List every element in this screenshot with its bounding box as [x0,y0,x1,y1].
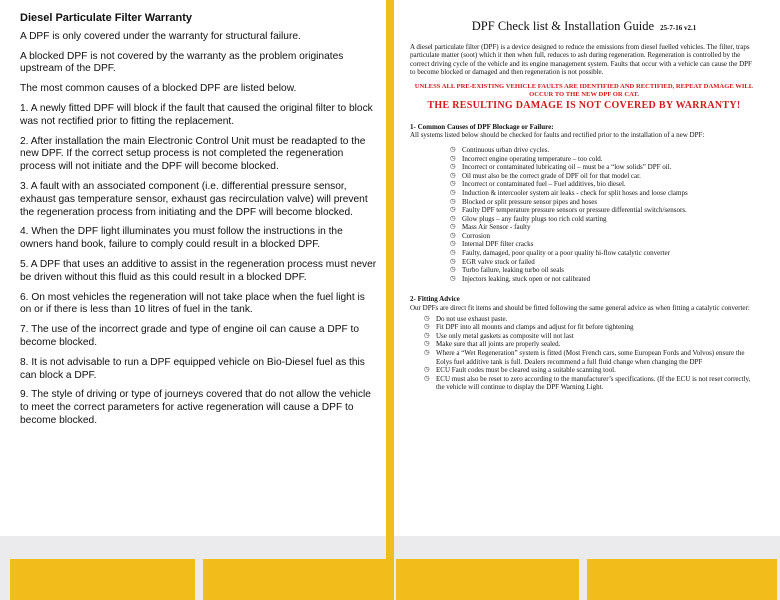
warranty-paragraph: 2. After installation the main Electronic Control Unit must be readapted to the new DPF. If the correct setup process is not completed the regeneration process will not initiate and the DPF will become blocked. [20,135,366,173]
fitting-item-text: Use only metal gaskets as composite will not last [436,331,574,340]
clock-icon: ◷ [424,374,430,382]
clock-icon: ◷ [450,180,456,188]
cause-item-text: Turbo failure, leaking turbo oil seals [462,266,565,275]
fitting-item-text: Fit DPF into all mounts and clamps and adjust for fit before tightening [436,323,634,332]
warranty-paragraph: A DPF is only covered under the warranty for structural failure. [20,30,301,42]
fitting-item [424,366,758,375]
fitting-item-text: Where a “Wet Regeneration” system is fitted (Most French cars, some European Fords and Volvos) ensure the Eolys fuel additive tank is full. Dealers recommend a full fluid change when changing the DPF [436,349,745,366]
clock-icon: ◷ [450,240,456,248]
checklist-title-text: DPF Check list & Installation Guide [471,19,655,33]
clock-icon: ◷ [450,145,456,153]
warranty-paragraph: 6. On most vehicles the regeneration will not take place when the fuel light is on or if there is less than 10 litres of fuel in the tank. [20,291,365,316]
cause-item-text: Blocked or split pressure sensor pipes and hoses [462,197,598,206]
cause-item-text: Faulty DPF temperature pressure sensors or pressure differential switch/sensors. [462,206,687,215]
cause-item-text: Mass Air Sensor - faulty [462,223,531,232]
clock-icon: ◷ [450,223,456,231]
warranty-paragraph: 4. When the DPF light illuminates you must follow the instructions in the owners hand book, failure to comply could result in a blocked DPF. [20,226,343,251]
fitting-item-text: Do not use exhaust paste. [436,314,508,323]
cause-item-text: Injectors leaking, stuck open or not calibrated [462,274,591,283]
footer-tile-4[interactable] [587,559,777,600]
warranty-paragraph: 9. The style of driving or type of journeys covered that do not allow the vehicle to meet the correct parameters for active regeneration will cause a DPF to become blocked. [20,389,371,426]
warranty-paragraph: 8. It is not advisable to run a DPF equipped vehicle on Bio-Diesel fuel as this can block a DPF. [20,356,365,381]
fitting-item [424,375,758,392]
clock-icon: ◷ [450,163,456,171]
cause-item-text: Induction & intercooler system air leaks - check for split hoses and loose clamps [462,188,688,197]
warranty-paragraph: 1. A newly fitted DPF will block if the fault that caused the original filter to block was not rectified prior to fitting the replacement. [20,102,373,127]
clock-icon: ◷ [424,314,430,322]
cause-item [450,146,758,155]
clock-icon: ◷ [450,171,456,179]
fitting-item [424,340,758,349]
cause-item-text: Glow plugs – any faulty plugs too rich cold starting [462,214,607,223]
warranty-title: Diesel Particulate Filter Warranty [20,12,192,24]
section1-intro: All systems listed below should be checked for faults and rectified prior to the installation of a new DPF: [410,131,705,140]
warranty-page [20,12,378,435]
checklist-title [410,19,758,33]
clock-icon: ◷ [450,231,456,239]
cause-item-text: Oil must also be the correct grade of DPF oil for that model car. [462,171,641,180]
warranty-paragraph: The most common causes of a blocked DPF are listed below. [20,83,297,95]
fitting-item-text: ECU Fault codes must be cleared using a suitable scanning tool. [436,366,616,375]
warning-notice: UNLESS ALL PRE-EXISTING VEHICLE FAULTS ARE IDENTIFIED AND RECTIFIED, REPEAT DAMAGE WILL OCCUR TO THE NEW DPF OR CAT. [414,82,754,98]
clock-icon: ◷ [450,274,456,282]
section1-heading: 1- Common Causes of DPF Blockage or Failure: [410,122,554,131]
warranty-paragraph: 3. A fault with an associated component (i.e. differential pressure sensor, exhaust gas temperature sensor, exhaust gas recirculation valve) will prevent the regeneration process from initiating and the DPF will become blocked. [20,180,368,218]
fitting-item [424,332,758,341]
footer-tile-1[interactable] [10,559,195,600]
cause-item [450,206,758,215]
cause-item [450,180,758,189]
footer-tile-2[interactable] [203,559,388,600]
cause-item-text: Incorrect or contaminated fuel – Fuel additives, bio diesel. [462,180,626,189]
cause-item-text: Internal DPF filter cracks [462,240,534,249]
clock-icon: ◷ [450,214,456,222]
clock-icon: ◷ [424,349,430,356]
checklist-page [410,12,758,392]
checklist-intro: A diesel particulate filter (DPF) is a device designed to reduce the emissions from diesel fuelled vehicles. The filter, traps particulate matter (soot) which it then when full, reduces to ash during regeneration. Regeneration is controlled by the correct driving cycle of the vehicle and its engine management system. Faults that occur with a vehicle can cause the DPF to become blocked or damaged and then regeneration is not possible. [410,42,752,77]
cause-item [450,223,758,232]
cause-item-text: Faulty, damaged, poor quality or a poor quality hi-flow catalytic converter [462,249,670,258]
cause-item [450,275,758,284]
cause-item-text: EGR valve stuck or failed [462,257,535,266]
footer-tile-3[interactable] [396,559,579,600]
causes-list [450,146,758,284]
cause-item-text: Corrosion [462,231,490,240]
clock-icon: ◷ [450,266,456,274]
clock-icon: ◷ [424,366,430,374]
clock-icon: ◷ [424,323,430,331]
clock-icon: ◷ [424,331,430,339]
warranty-warning: THE RESULTING DAMAGE IS NOT COVERED BY WARRANTY! [427,100,741,112]
warranty-paragraphs [20,31,378,428]
fitting-item-text: Make sure that all joints are properly sealed. [436,340,561,349]
section2-intro: Our DPFs are direct fit items and should be fitted following the same general advice as when fitting a catalytic converter: [410,304,750,313]
cause-item [450,172,758,181]
fitting-item [424,349,758,366]
cause-item [450,189,758,198]
cause-item [450,163,758,172]
cause-item [450,266,758,275]
fitting-item [424,315,758,324]
clock-icon: ◷ [450,188,456,196]
fitting-list [424,315,758,392]
cause-item [450,155,758,164]
cause-item [450,198,758,207]
fitting-item [424,323,758,332]
clock-icon: ◷ [450,249,456,257]
cause-item-text: Incorrect or contaminated lubricating oil – must be a “low solids” DPF oil. [462,163,672,172]
warranty-paragraph: 7. The use of the incorrect grade and type of engine oil can cause a DPF to become blocked. [20,324,360,348]
clock-icon: ◷ [450,154,456,162]
checklist-version: 25-7-16 v2.1 [660,24,697,32]
cause-item [450,258,758,267]
cause-item [450,215,758,224]
cause-item-text: Incorrect engine operating temperature – too cold. [462,154,603,163]
warranty-paragraph: A blocked DPF is not covered by the warranty as the problem originates upstream of the DPF. [20,50,344,75]
cause-item [450,249,758,258]
clock-icon: ◷ [450,206,456,214]
fitting-item-text: ECU must also be reset to zero according to the manufacturer’s specifications. (If the ECU is not reset correctly, the vehicle will continue to display the DPF Warning Light. [436,374,751,392]
page-divider [386,0,394,600]
section2-heading: 2- Fitting Advice [410,295,460,304]
cause-item [450,232,758,241]
cause-item-text: Continuous urban drive cycles. [462,145,550,154]
clock-icon: ◷ [424,340,430,348]
clock-icon: ◷ [450,257,456,265]
clock-icon: ◷ [450,197,456,205]
cause-item [450,240,758,249]
warranty-paragraph: 5. A DPF that uses an additive to assist in the regeneration process must never be driven without this fluid as this could result in a blocked DPF. [20,258,377,283]
